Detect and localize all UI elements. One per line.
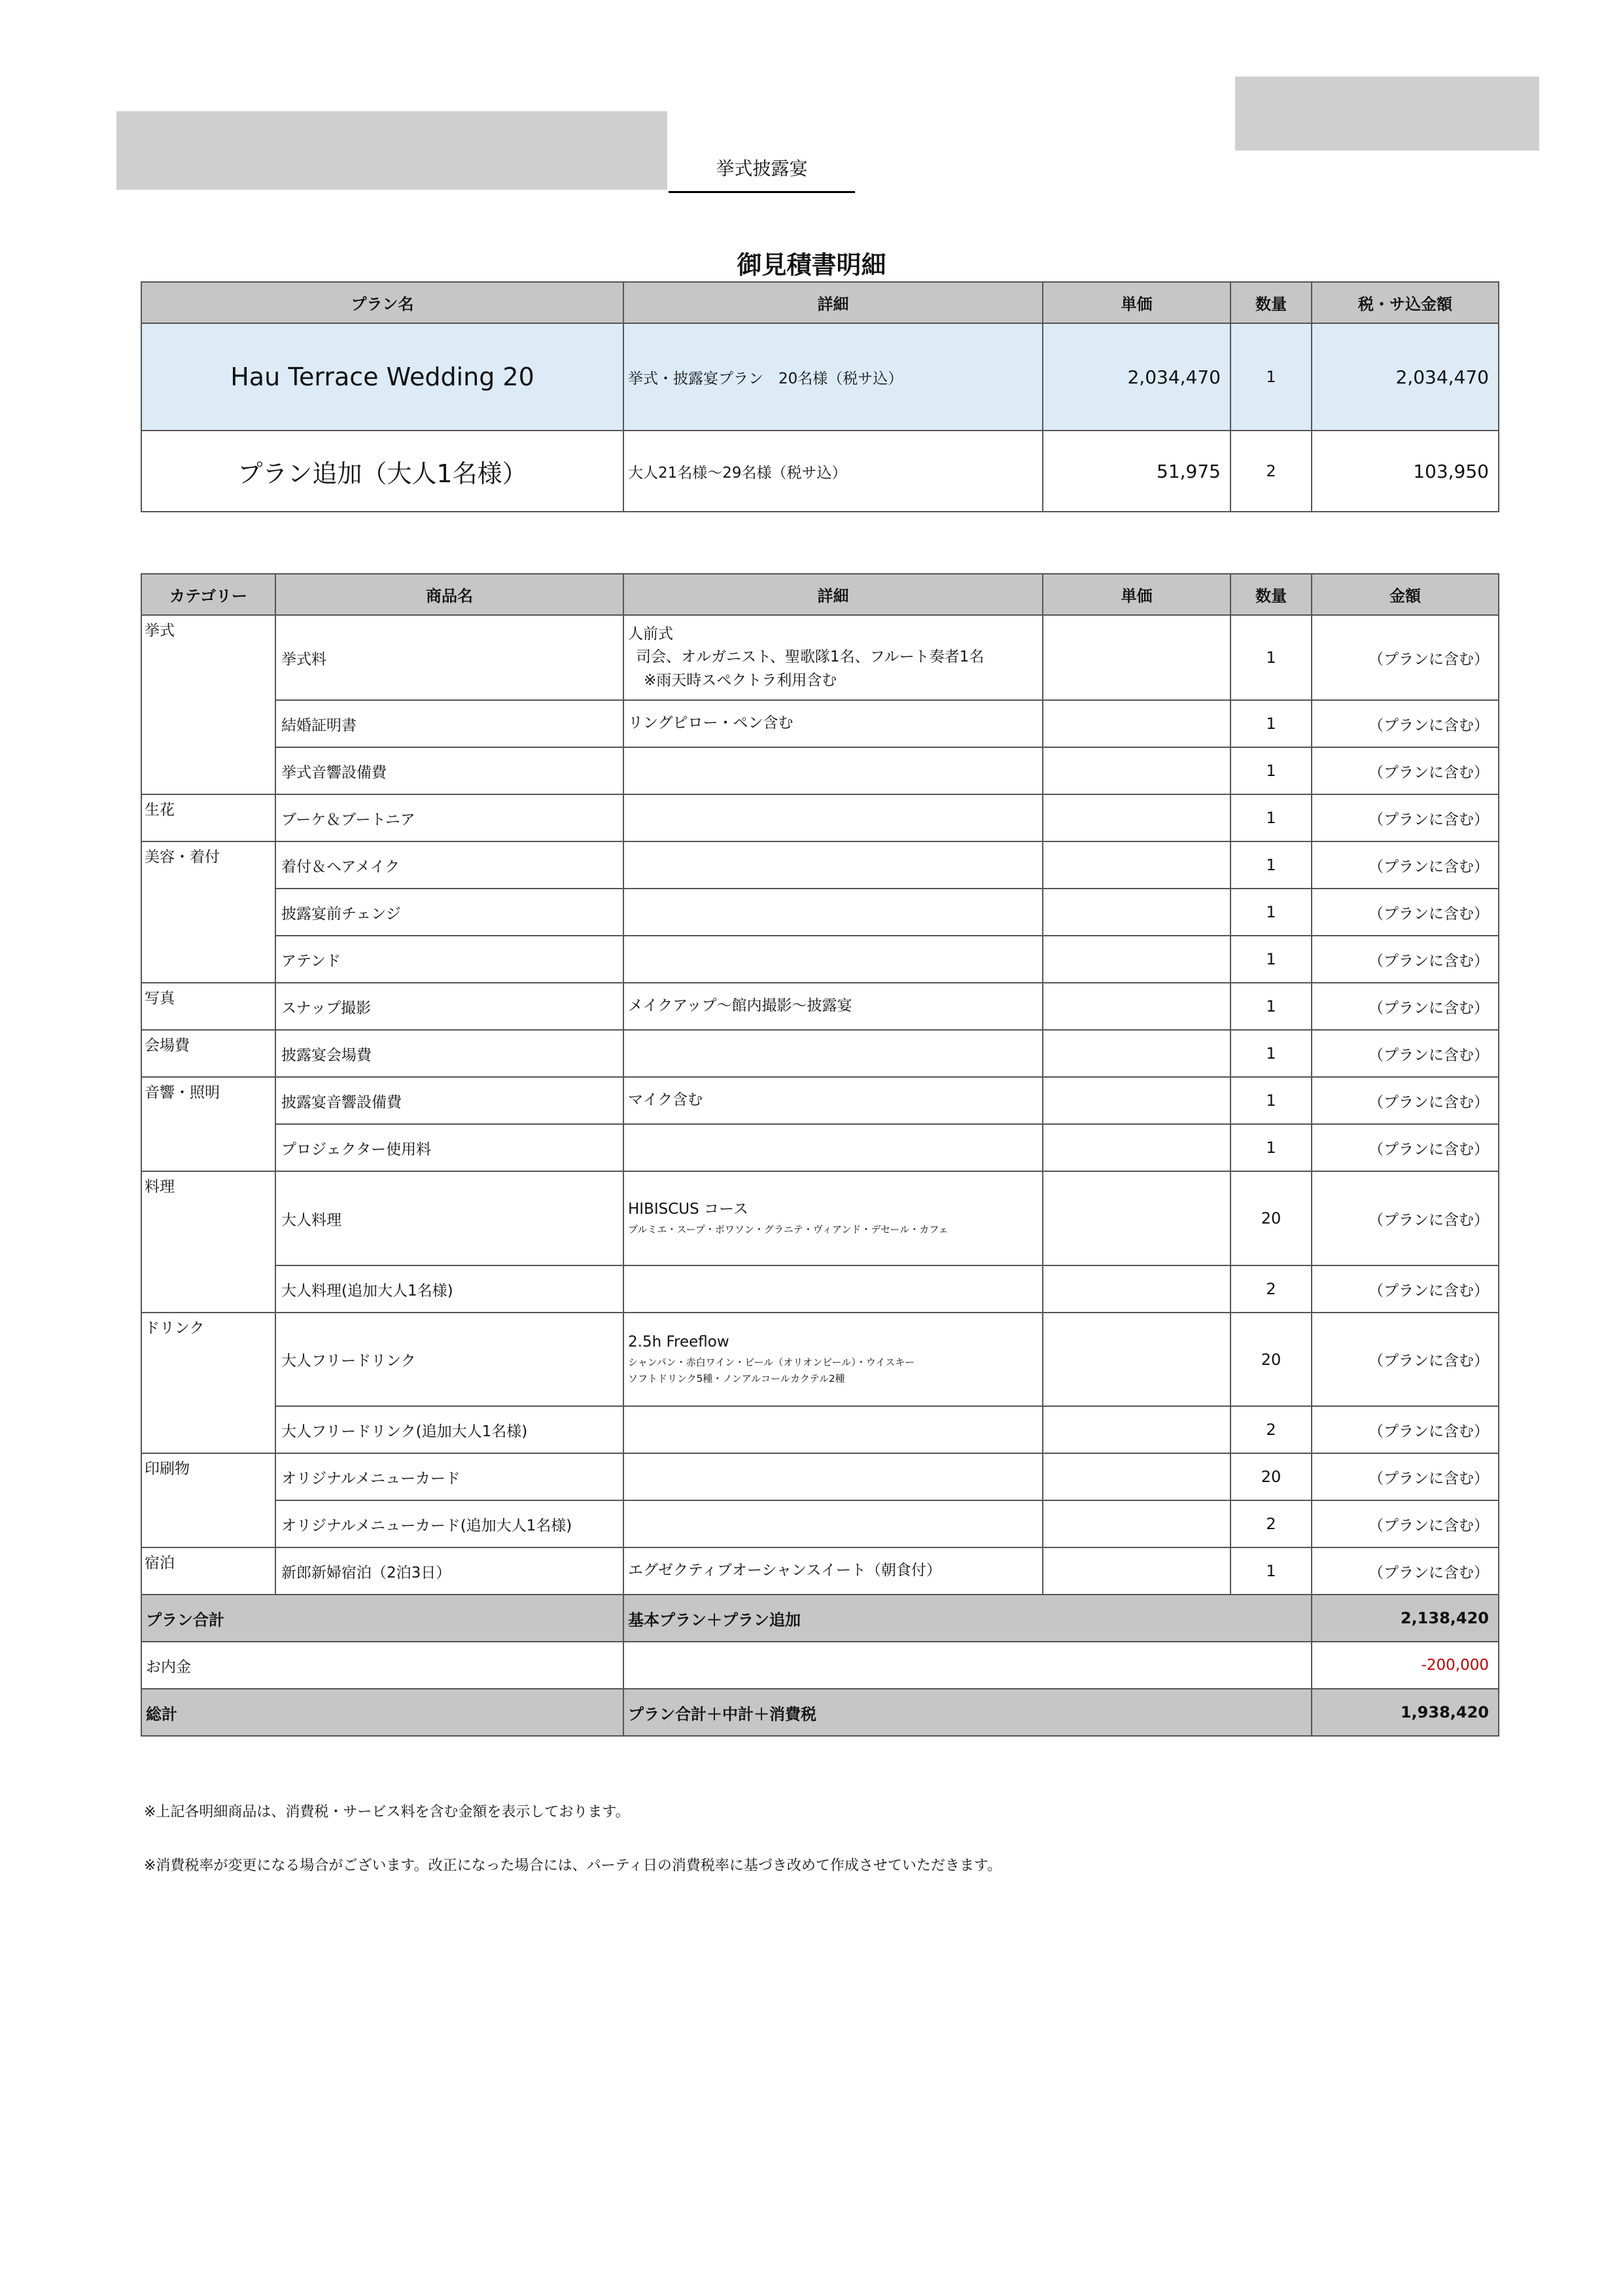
item-detail: [623, 1124, 1043, 1171]
item-name: ブーケ＆ブートニア: [275, 794, 623, 841]
table-row: [141, 1171, 1499, 1265]
item-unit-price: [1043, 983, 1230, 1030]
col-header-quantity: 数量: [1230, 282, 1312, 323]
item-name: 大人料理(追加大人1名様): [275, 1265, 623, 1313]
item-unit-price: [1043, 1030, 1230, 1077]
item-amount: （プランに含む）: [1312, 1547, 1499, 1595]
item-amount: （プランに含む）: [1312, 794, 1499, 841]
deposit-amount: -200,000: [1312, 1642, 1499, 1689]
item-amount: （プランに含む）: [1312, 1265, 1499, 1313]
ceremony-type-label: 挙式披露宴: [669, 154, 855, 193]
item-unit-price: [1043, 1171, 1230, 1265]
plan-quantity: 2: [1230, 431, 1312, 512]
category-cell: 宿泊: [141, 1547, 275, 1595]
table-row: [141, 615, 1499, 700]
col-header-quantity: 数量: [1230, 574, 1312, 615]
table-row: [141, 1313, 1499, 1406]
item-name: 披露宴会場費: [275, 1030, 623, 1077]
table-row: [141, 1453, 1499, 1500]
item-quantity: 1: [1230, 983, 1312, 1030]
item-amount: （プランに含む）: [1312, 936, 1499, 983]
deposit-detail: [623, 1642, 1312, 1689]
grand-total-label: 総計: [141, 1689, 623, 1736]
table-row: [141, 1124, 1499, 1171]
detail-line: プルミエ・スープ・ポワソン・グラニテ・ヴィアンド・デセール・カフェ: [628, 1224, 949, 1236]
plan-total-detail: 基本プラン＋プラン追加: [623, 1595, 1312, 1642]
item-unit-price: [1043, 1500, 1230, 1547]
category-cell: 美容・着付: [141, 841, 275, 983]
detail-line: シャンパン・赤白ワイン・ビール（オリオンビール）・ウイスキー: [628, 1356, 915, 1368]
plan-total-label: プラン合計: [141, 1595, 623, 1642]
category-cell: 挙式: [141, 615, 275, 794]
item-detail: エグゼクティブオーシャンスイート（朝食付）: [623, 1547, 1043, 1595]
item-quantity: 1: [1230, 936, 1312, 983]
plan-table: [141, 281, 1499, 512]
item-name: 着付＆ヘアメイク: [275, 841, 623, 889]
item-unit-price: [1043, 1453, 1230, 1500]
category-cell: 音響・照明: [141, 1077, 275, 1171]
item-detail: [623, 1313, 1043, 1406]
item-unit-price: [1043, 936, 1230, 983]
redacted-logo-block: [1235, 77, 1539, 150]
col-header-item-name: 商品名: [275, 574, 623, 615]
item-name: オリジナルメニューカード(追加大人1名様): [275, 1500, 623, 1547]
item-detail: [623, 1500, 1043, 1547]
grand-total-amount: 1,938,420: [1312, 1689, 1499, 1736]
item-quantity: 20: [1230, 1171, 1312, 1265]
item-name: 披露宴音響設備費: [275, 1077, 623, 1124]
item-name: 大人フリードリンク: [275, 1313, 623, 1406]
item-quantity: 1: [1230, 794, 1312, 841]
item-amount: （プランに含む）: [1312, 1030, 1499, 1077]
item-quantity: 1: [1230, 889, 1312, 936]
detail-line: 2.5h Freeflow: [628, 1333, 729, 1351]
col-header-unit-price: 単価: [1043, 574, 1230, 615]
table-row: [141, 841, 1499, 889]
item-quantity: 20: [1230, 1313, 1312, 1406]
item-unit-price: [1043, 1547, 1230, 1595]
detail-line: HIBISCUS コース: [628, 1201, 748, 1218]
plan-row-addition: [141, 431, 1499, 512]
item-unit-price: [1043, 1124, 1230, 1171]
plan-amount: 103,950: [1312, 431, 1499, 512]
item-detail: マイク含む: [623, 1077, 1043, 1124]
col-header-unit-price: 単価: [1043, 282, 1230, 323]
detail-line: 人前式: [628, 625, 673, 643]
item-amount: （プランに含む）: [1312, 615, 1499, 700]
table-row: [141, 1406, 1499, 1453]
table-row: [141, 1265, 1499, 1313]
items-table: [141, 573, 1499, 1737]
item-name: 新郎新婦宿泊（2泊3日）: [275, 1547, 623, 1595]
table-row: [141, 794, 1499, 841]
item-unit-price: [1043, 1313, 1230, 1406]
item-amount: （プランに含む）: [1312, 983, 1499, 1030]
item-amount: （プランに含む）: [1312, 1124, 1499, 1171]
col-header-detail: 詳細: [623, 282, 1043, 323]
item-unit-price: [1043, 747, 1230, 794]
items-table-header: [141, 574, 1499, 615]
item-name: 大人フリードリンク(追加大人1名様): [275, 1406, 623, 1453]
grand-total-detail: プラン合計＋中計＋消費税: [623, 1689, 1312, 1736]
plan-row-base: [141, 323, 1499, 431]
item-detail: [623, 747, 1043, 794]
plan-unit-price: 2,034,470: [1043, 323, 1230, 431]
col-header-plan-name: プラン名: [141, 282, 623, 323]
item-quantity: 1: [1230, 1124, 1312, 1171]
item-quantity: 20: [1230, 1453, 1312, 1500]
table-row: [141, 983, 1499, 1030]
table-row: [141, 747, 1499, 794]
item-detail: [623, 1453, 1043, 1500]
detail-line: ※雨天時スペクトラ利用含む: [644, 671, 837, 689]
item-amount: （プランに含む）: [1312, 1077, 1499, 1124]
col-header-amount: 金額: [1312, 574, 1499, 615]
plan-name: Hau Terrace Wedding 20: [141, 323, 623, 431]
plan-total-amount: 2,138,420: [1312, 1595, 1499, 1642]
item-detail: [623, 1265, 1043, 1313]
item-quantity: 1: [1230, 700, 1312, 747]
table-row: [141, 1547, 1499, 1595]
item-amount: （プランに含む）: [1312, 747, 1499, 794]
item-name: オリジナルメニューカード: [275, 1453, 623, 1500]
detail-line: 司会、オルガニスト、聖歌隊1名、フルート奏者1名: [636, 648, 985, 666]
item-quantity: 1: [1230, 747, 1312, 794]
category-cell: 生花: [141, 794, 275, 841]
item-quantity: 1: [1230, 1077, 1312, 1124]
table-row: [141, 1030, 1499, 1077]
col-header-category: カテゴリー: [141, 574, 275, 615]
item-detail: [623, 794, 1043, 841]
col-header-detail: 詳細: [623, 574, 1043, 615]
table-row: [141, 1500, 1499, 1547]
item-quantity: 2: [1230, 1265, 1312, 1313]
table-row: [141, 1077, 1499, 1124]
item-amount: （プランに含む）: [1312, 841, 1499, 889]
item-name: アテンド: [275, 936, 623, 983]
item-unit-price: [1043, 1077, 1230, 1124]
plan-table-header: [141, 282, 1499, 323]
table-row: [141, 936, 1499, 983]
category-cell: 印刷物: [141, 1453, 275, 1547]
item-detail: [623, 1030, 1043, 1077]
deposit-row: [141, 1642, 1499, 1689]
item-quantity: 2: [1230, 1406, 1312, 1453]
grand-total-row: [141, 1689, 1499, 1736]
item-name: 披露宴前チェンジ: [275, 889, 623, 936]
item-amount: （プランに含む）: [1312, 1453, 1499, 1500]
item-name: 挙式音響設備費: [275, 747, 623, 794]
item-unit-price: [1043, 841, 1230, 889]
col-header-amount: 税・サ込金額: [1312, 282, 1499, 323]
item-unit-price: [1043, 700, 1230, 747]
item-quantity: 1: [1230, 615, 1312, 700]
item-amount: （プランに含む）: [1312, 1171, 1499, 1265]
plan-unit-price: 51,975: [1043, 431, 1230, 512]
item-unit-price: [1043, 889, 1230, 936]
item-unit-price: [1043, 1265, 1230, 1313]
item-detail: [623, 1406, 1043, 1453]
item-detail: リングピロー・ペン含む: [623, 700, 1043, 747]
item-detail: [623, 936, 1043, 983]
item-unit-price: [1043, 615, 1230, 700]
category-cell: 会場費: [141, 1030, 275, 1077]
plan-amount: 2,034,470: [1312, 323, 1499, 431]
item-amount: （プランに含む）: [1312, 1406, 1499, 1453]
deposit-label: お内金: [141, 1642, 623, 1689]
item-amount: （プランに含む）: [1312, 1313, 1499, 1406]
item-detail: メイクアップ〜館内撮影〜披露宴: [623, 983, 1043, 1030]
item-unit-price: [1043, 794, 1230, 841]
item-detail: [623, 841, 1043, 889]
item-quantity: 1: [1230, 1030, 1312, 1077]
plan-total-row: [141, 1595, 1499, 1642]
table-row: [141, 889, 1499, 936]
item-amount: （プランに含む）: [1312, 889, 1499, 936]
redacted-name-block: [116, 111, 667, 190]
footnote-tax-rate-change: ※消費税率が変更になる場合がございます。改正になった場合には、パーティ日の消費税率に基づき改めて作成させていただきます。: [144, 1858, 1002, 1874]
plan-detail: 挙式・披露宴プラン 20名様（税サ込）: [623, 323, 1043, 431]
item-amount: （プランに含む）: [1312, 1500, 1499, 1547]
document-title: 御見積書明細: [737, 251, 886, 279]
item-quantity: 2: [1230, 1500, 1312, 1547]
item-unit-price: [1043, 1406, 1230, 1453]
item-detail: [623, 1171, 1043, 1265]
item-name: プロジェクター使用料: [275, 1124, 623, 1171]
table-row: [141, 700, 1499, 747]
plan-name: プラン追加（大人1名様）: [141, 431, 623, 512]
plan-quantity: 1: [1230, 323, 1312, 431]
item-detail: [623, 889, 1043, 936]
item-quantity: 1: [1230, 841, 1312, 889]
plan-detail: 大人21名様〜29名様（税サ込）: [623, 431, 1043, 512]
item-quantity: 1: [1230, 1547, 1312, 1595]
detail-line: ソフトドリンク5種・ノンアルコールカクテル2種: [628, 1373, 845, 1385]
item-name: 挙式料: [275, 615, 623, 700]
item-detail: [623, 615, 1043, 700]
category-cell: ドリンク: [141, 1313, 275, 1453]
category-cell: 料理: [141, 1171, 275, 1313]
item-amount: （プランに含む）: [1312, 700, 1499, 747]
footnote-tax-inclusive: ※上記各明細商品は、消費税・サービス料を含む金額を表示しております。: [144, 1804, 630, 1820]
item-name: スナップ撮影: [275, 983, 623, 1030]
item-name: 結婚証明書: [275, 700, 623, 747]
category-cell: 写真: [141, 983, 275, 1030]
item-name: 大人料理: [275, 1171, 623, 1265]
